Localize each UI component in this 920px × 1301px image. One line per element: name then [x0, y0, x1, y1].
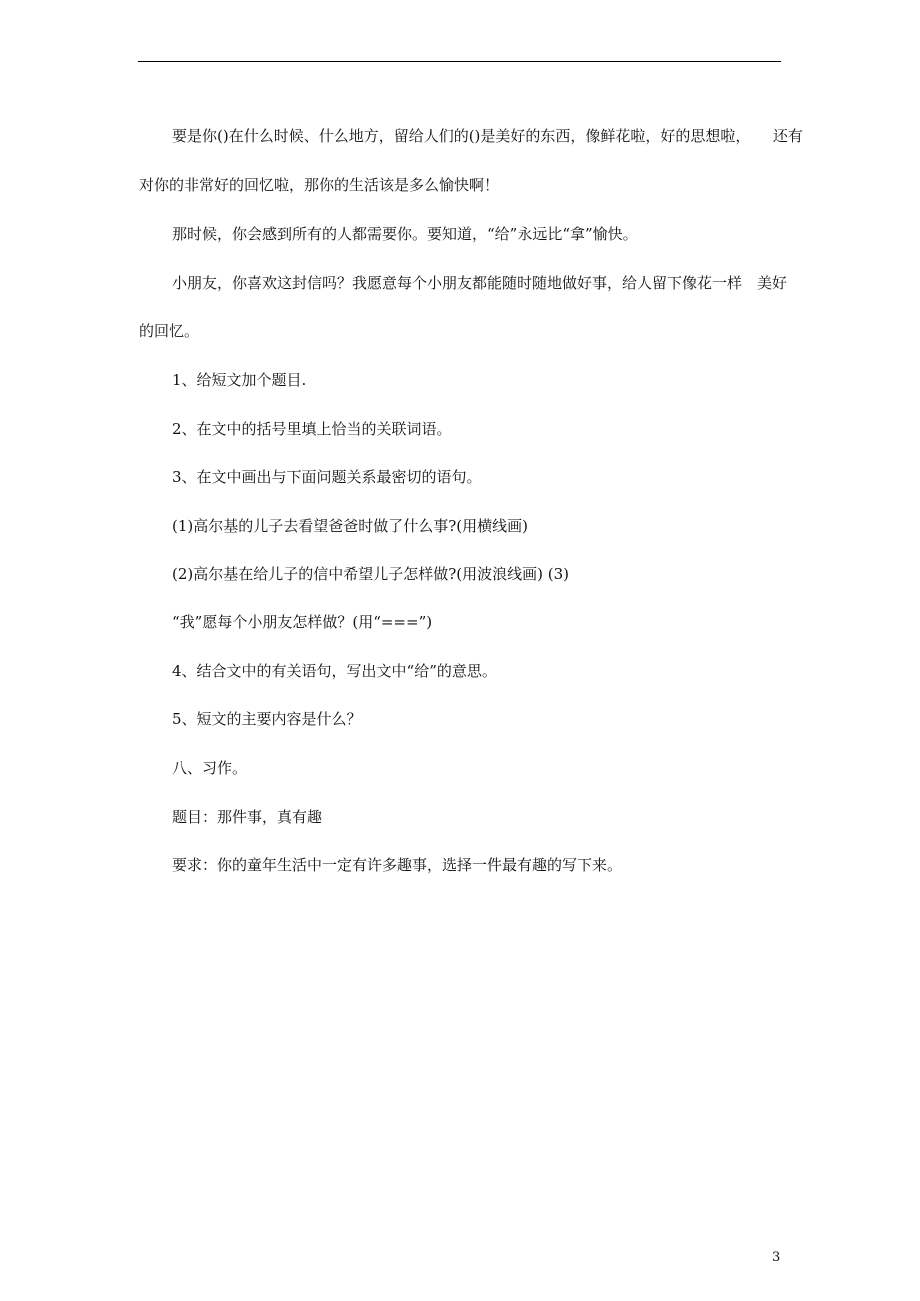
question-item: 3、在文中画出与下面问题关系最密切的语句。: [172, 468, 482, 486]
writing-topic: 题目：那件事，真有趣: [172, 808, 323, 826]
question-item: 2、在文中的括号里填上恰当的关联词语。: [172, 420, 452, 438]
question-item: 5、短文的主要内容是什么？: [172, 710, 362, 728]
paragraph-line: 那时候，你会感到所有的人都需要你。要知道，“给”永远比“拿”愉快。: [172, 225, 638, 243]
paragraph-line: 要是你()在什么时候、什么地方，留给人们的()是美好的东西，像鲜花啦，好的思想啦， 还有: [172, 127, 803, 145]
page-number: 3: [772, 1250, 781, 1265]
paragraph-line: 小朋友，你喜欢这封信吗？我愿意每个小朋友都能随时随地做好事，给人留下像花一样 美好: [172, 274, 788, 292]
section-heading: 八、习作。: [172, 759, 248, 777]
header-rule: [138, 61, 781, 62]
paragraph-line: 对你的非常好的回忆啦，那你的生活该是多么愉快啊！: [139, 176, 500, 194]
sub-question: (1)高尔基的儿子去看望爸爸时做了什么事?(用横线画): [172, 517, 528, 535]
writing-requirement: 要求：你的童年生活中一定有许多趣事，选择一件最有趣的写下来。: [172, 856, 623, 874]
sub-question: (2)高尔基在给儿子的信中希望儿子怎样做?(用波浪线画) (3): [172, 565, 570, 583]
question-item: 1、给短文加个题目.: [172, 371, 307, 389]
sub-question: “我”愿每个小朋友怎样做？(用“===”): [172, 613, 433, 631]
question-item: 4、结合文中的有关语句，写出文中“给”的意思。: [172, 662, 497, 680]
paragraph-line: 的回忆。: [139, 322, 200, 340]
